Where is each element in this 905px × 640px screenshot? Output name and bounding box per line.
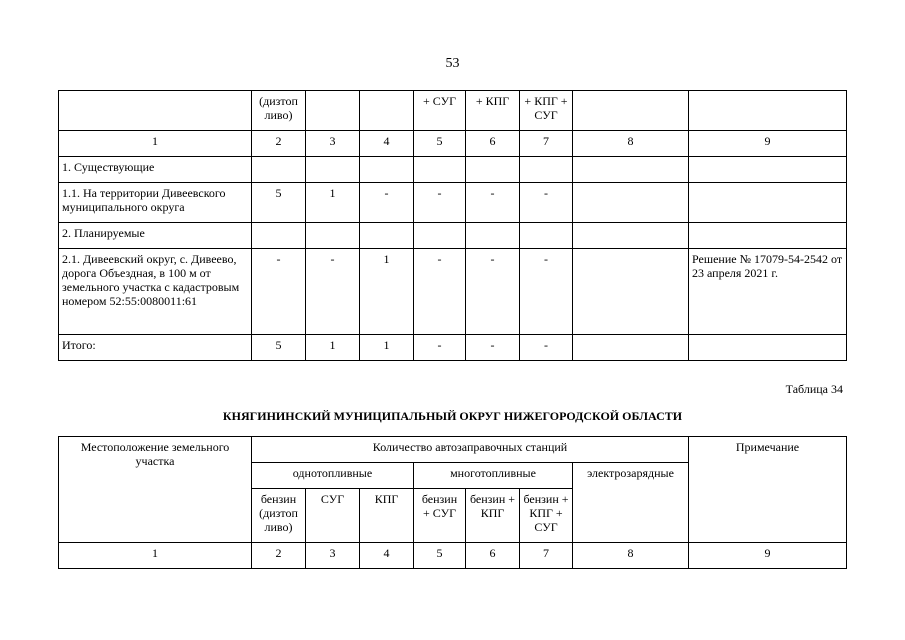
note-header: Примечание [689, 437, 847, 543]
section-row-planned [59, 223, 847, 249]
total-row [59, 335, 847, 361]
table-cell: 4 [360, 131, 414, 157]
table-cell: 1 [306, 183, 360, 223]
table-cell: 1 [360, 335, 414, 361]
fuel-type-header: бензин (дизтоп ливо) [252, 489, 306, 543]
table-cell [306, 91, 360, 131]
location-cell: 1.1. На территории Дивеевского муниципального округа [59, 183, 252, 223]
fuel-type-header: КПГ [360, 489, 414, 543]
table-header-row [59, 91, 847, 131]
fuel-type-header: бензин + КПГ + СУГ [520, 489, 573, 543]
table-cell: - [520, 249, 573, 335]
table-cell: 4 [360, 543, 414, 569]
table-cell: + СУГ [414, 91, 466, 131]
table-cell: 8 [573, 543, 689, 569]
table-cell [689, 91, 847, 131]
table-cell: 5 [414, 131, 466, 157]
table-cell [573, 91, 689, 131]
fuel-type-header: СУГ [306, 489, 360, 543]
table-cell: 9 [689, 543, 847, 569]
table-cell: 1 [59, 543, 252, 569]
location-header: Местоположение земельного участка [59, 437, 252, 543]
location-cell: 2.1. Дивеевский округ, с. Дивеево, дорога Объездная, в 100 м от земельного участка с кадастровым номером 52:55:0080011:61 [59, 249, 252, 335]
table-cell: 7 [520, 131, 573, 157]
section-label: 2. Планируемые [59, 223, 252, 249]
multi-fuel-header: многотопливные [414, 463, 573, 489]
table-cell: 3 [306, 543, 360, 569]
table-cell: (дизтоп ливо) [252, 91, 306, 131]
fuel-type-header: бензин + СУГ [414, 489, 466, 543]
single-fuel-header: однотопливные [252, 463, 414, 489]
section-row-existing [59, 157, 847, 183]
table-cell: 1 [360, 249, 414, 335]
table-cell: - [414, 335, 466, 361]
table-cell: - [466, 335, 520, 361]
table-cell: - [466, 249, 520, 335]
note-cell: Решение № 17079-54-2542 от 23 апреля 2021 г. [689, 249, 847, 335]
table-cell: 2 [252, 131, 306, 157]
table-cell: 9 [689, 131, 847, 157]
table-cell: 3 [306, 131, 360, 157]
stations-header: Количество автозаправочных станций [252, 437, 689, 463]
table-cell: 1 [59, 131, 252, 157]
table-cell [573, 183, 689, 223]
table-cell: + КПГ + СУГ [520, 91, 573, 131]
fuel-stations-table-continued [58, 90, 847, 361]
table-number: Таблица 34 [785, 382, 843, 396]
table-row [59, 249, 847, 335]
table-cell: 7 [520, 543, 573, 569]
table-cell: - [520, 183, 573, 223]
column-number-row [59, 131, 847, 157]
table-cell: 5 [414, 543, 466, 569]
electric-header: электрозарядные [573, 463, 689, 543]
table-cell: 6 [466, 131, 520, 157]
table-title: КНЯГИНИНСКИЙ МУНИЦИПАЛЬНЫЙ ОКРУГ НИЖЕГОРОДСКОЙ ОБЛАСТИ [222, 409, 683, 423]
table-cell: - [414, 183, 466, 223]
section-label: 1. Существующие [59, 157, 252, 183]
table-cell: - [414, 249, 466, 335]
knyagininsky-fuel-stations-table [58, 436, 847, 569]
table-row [59, 183, 847, 223]
table-cell: - [466, 183, 520, 223]
table-cell: - [520, 335, 573, 361]
table-cell [573, 335, 689, 361]
table-cell [689, 183, 847, 223]
table-cell: - [360, 183, 414, 223]
table-cell: - [252, 249, 306, 335]
table-cell: 2 [252, 543, 306, 569]
table-cell [573, 249, 689, 335]
total-label: Итого: [59, 335, 252, 361]
table-cell [59, 91, 252, 131]
table-cell: 6 [466, 543, 520, 569]
page-number: 53 [445, 56, 460, 71]
table-cell [689, 335, 847, 361]
table-cell: 1 [306, 335, 360, 361]
table-cell: 8 [573, 131, 689, 157]
table-cell: 5 [252, 335, 306, 361]
fuel-type-header: бензин + КПГ [466, 489, 520, 543]
table-cell: + КПГ [466, 91, 520, 131]
table-cell: 5 [252, 183, 306, 223]
table-cell [360, 91, 414, 131]
table-cell: - [306, 249, 360, 335]
column-number-row [59, 543, 847, 569]
